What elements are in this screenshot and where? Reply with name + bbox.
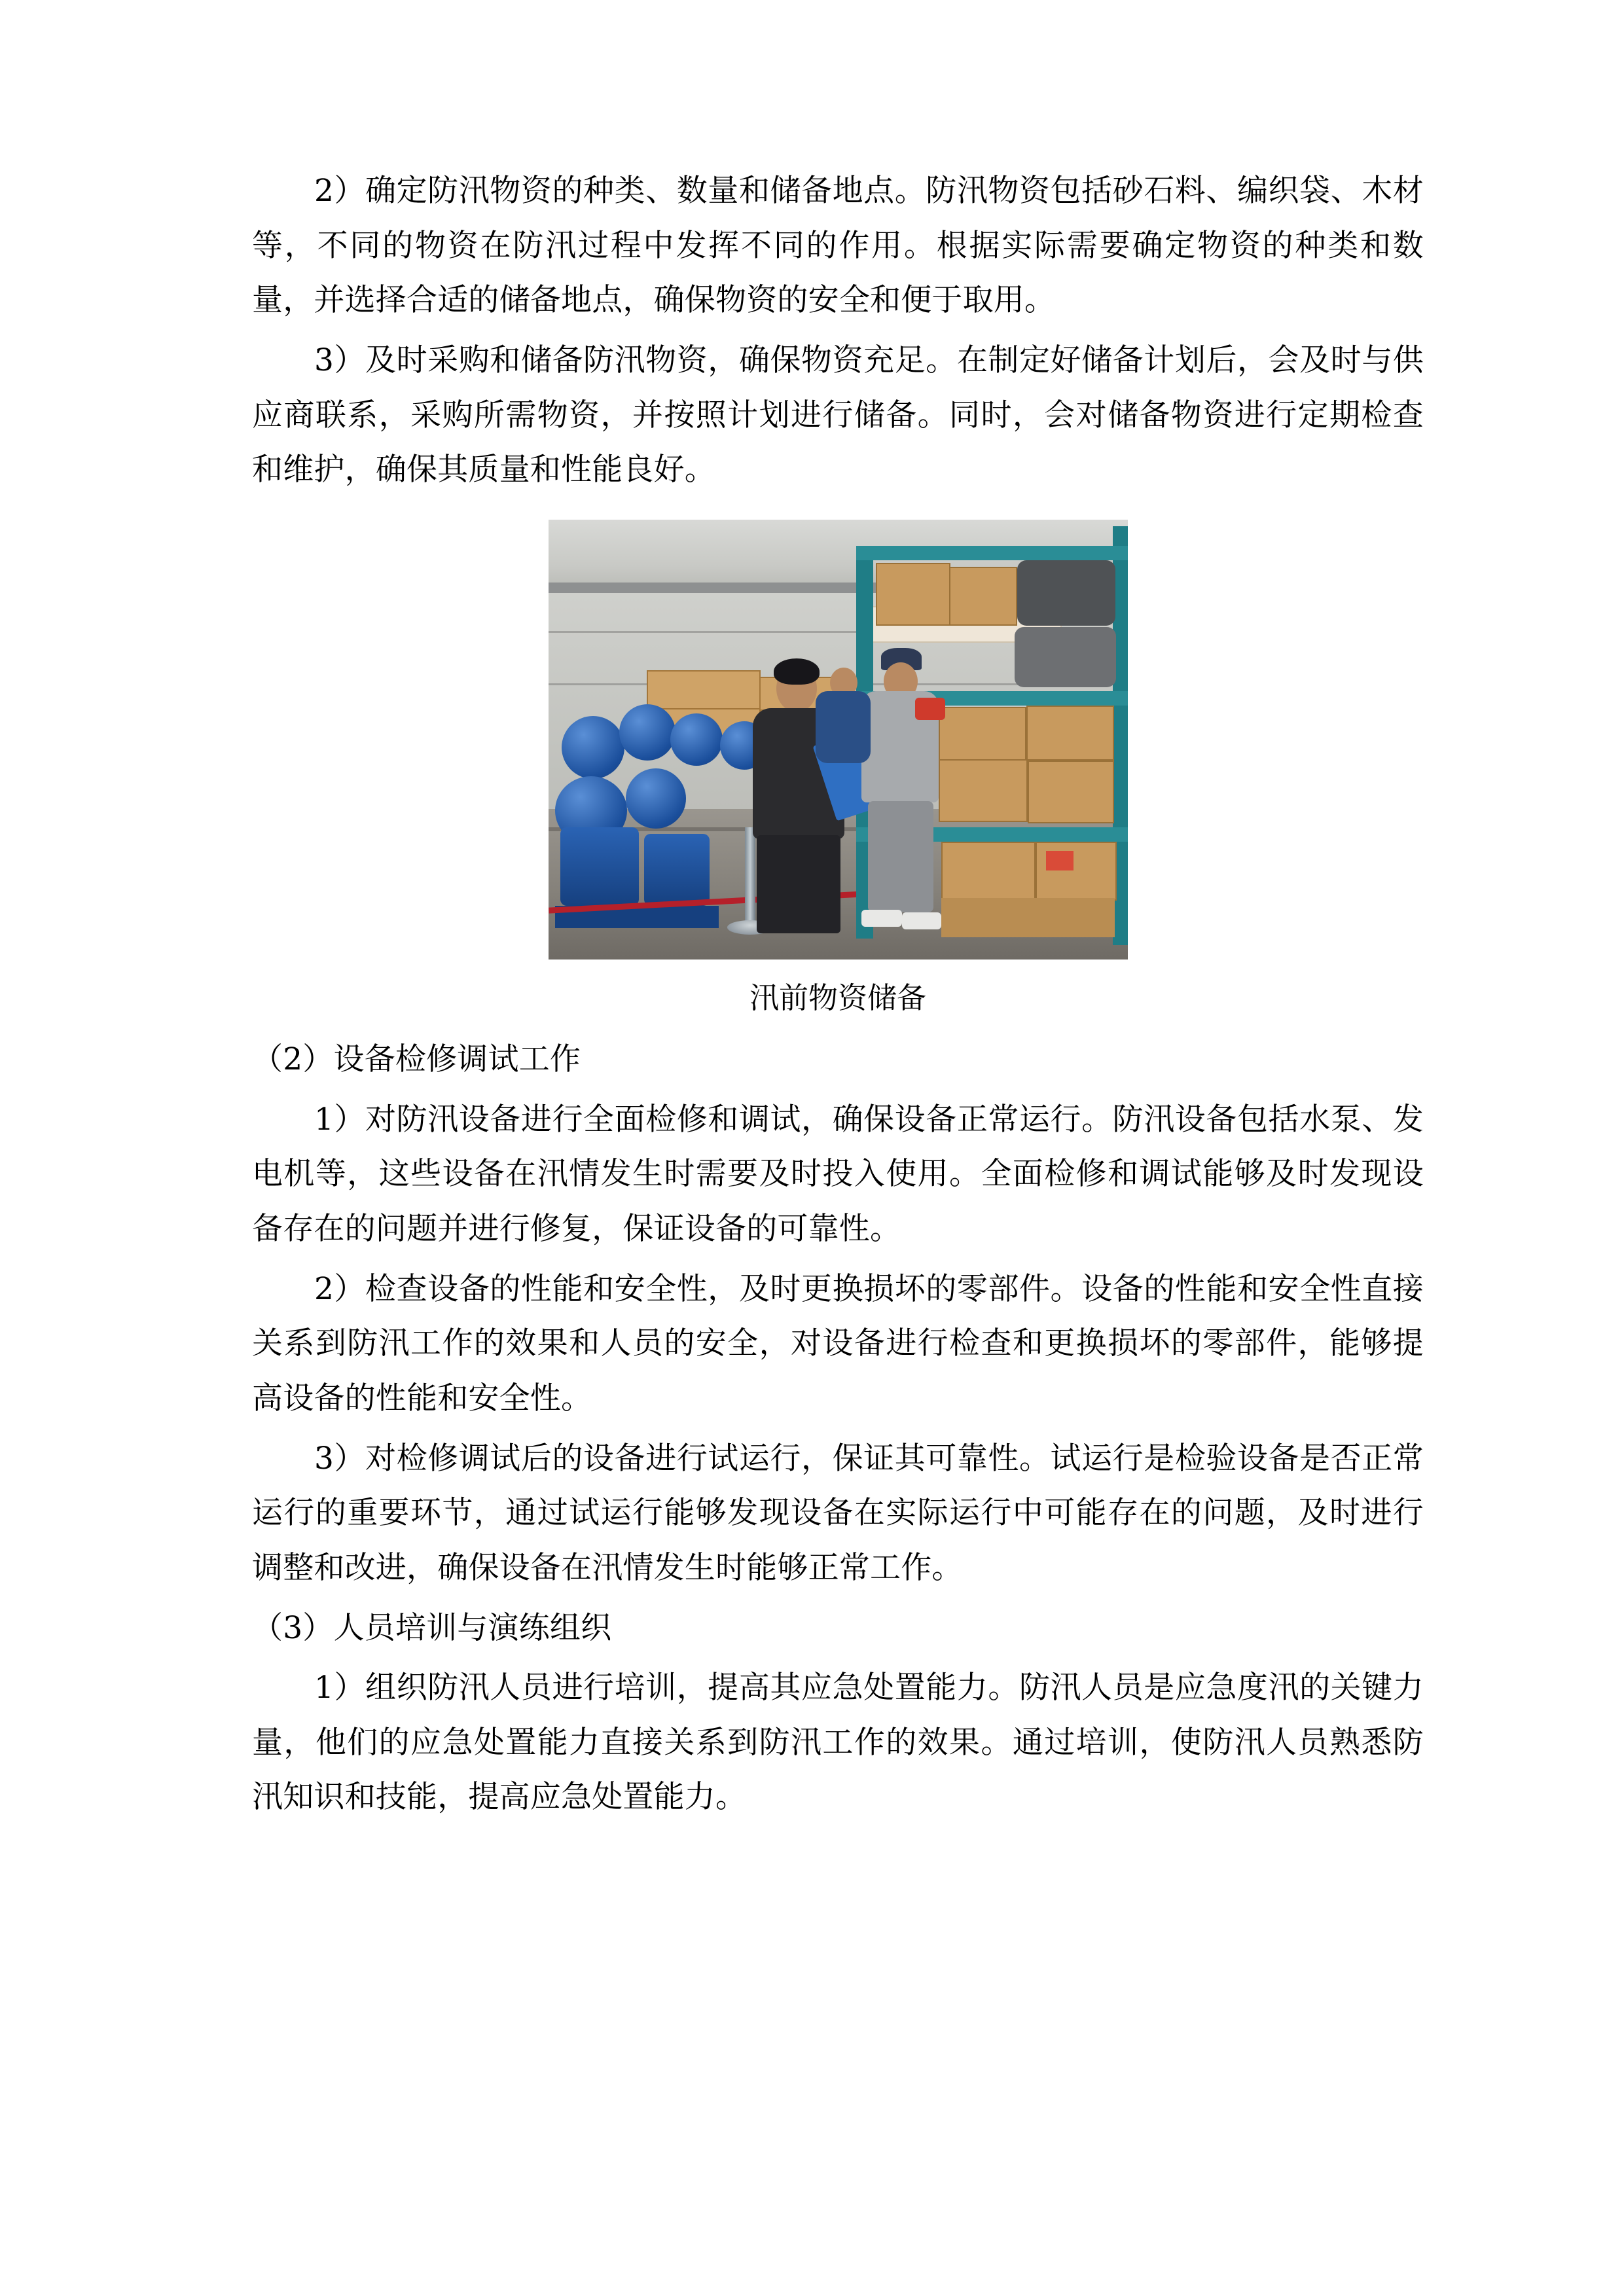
paragraph-2: 3）及时采购和储备防汛物资，确保物资充足。在制定好储备计划后，会及时与供应商联系，采购所需物资，并按照计划进行储备。同时，会对储备物资进行定期检查和维护，确保其质量和性能良好。 [252,342,1424,488]
photo-shelf-box-4 [1026,706,1114,761]
photo-rack-beam-top [856,546,1128,560]
document-body [252,164,1424,1825]
figure-flood-material-reserve [252,520,1424,1016]
photo-box-label-red [1046,851,1074,870]
section-2-paragraph-3: 3）对检修调试后的设备进行试运行，保证其可靠性。试运行是检验设备是否正常运行的重要环节，通过试运行能够发现设备在实际运行中可能存在的问题，及时进行调整和改进，确保设备在汛情发生时能够正常工作。 [252,1440,1424,1586]
figure-caption: 汛前物资储备 [749,980,926,1015]
photo-shelf-box-2 [949,567,1017,626]
photo-valve-1 [562,716,624,779]
photo-shelf-box-6 [1028,761,1114,823]
photo-person-b-shoe-left [861,910,902,927]
section-2-paragraph-1: 1）对防汛设备进行全面检修和调试，确保设备正常运行。防汛设备包括水泵、发电机等，这些设备在汛情发生时需要及时投入使用。全面检修和调试能够及时发现设备存在的问题并进行修复，保证设备的可靠性。 [252,1101,1424,1247]
photo-valve-body-1 [560,827,639,906]
photo-valve-6 [626,768,686,829]
photo-person-b-shoe-right [902,912,941,929]
photo-valve-2 [619,704,676,761]
section-3-paragraph-1: 1）组织防汛人员进行培训，提高其应急处置能力。防汛人员是应急度汛的关键力量，他们的应急处置能力直接关系到防汛工作的效果。通过培训，使防汛人员熟悉防汛知识和技能，提高应急处置能力。 [252,1670,1424,1816]
section-heading-2: （2）设备检修调试工作 [252,1041,581,1077]
photo-shelf-box-3 [939,707,1026,761]
photo-shelf-box-7 [941,842,1036,901]
photo-person-b-handheld-device [915,698,945,720]
photo-person-c-jacket [816,691,871,763]
photo-barrier-post [745,827,755,925]
figure-photo [549,520,1128,960]
photo-shelf-box-bottom-row [941,898,1115,937]
photo-shelf-box-5 [939,759,1028,822]
photo-bag-bundle-1 [1017,560,1115,626]
section-2-paragraph-2: 2）检查设备的性能和安全性，及时更换损坏的零部件。设备的性能和安全性直接关系到防汛工作的效果和人员的安全，对设备进行检查和更换损坏的零部件，能够提高设备的性能和安全性。 [252,1270,1424,1416]
photo-person-a-hair [774,658,820,685]
photo-bag-bundle-2 [1015,627,1116,687]
photo-valve-body-2 [644,834,710,906]
photo-carton-stack-1 [647,670,761,711]
paragraph-1: 2）确定防汛物资的种类、数量和储备地点。防汛物资包括砂石料、编织袋、木材等，不同的物资在防汛过程中发挥不同的作用。根据实际需要确定物资的种类和数量，并选择合适的储备地点，确保物资的安全和便于取用。 [252,173,1424,319]
photo-person-b-pants [868,801,933,912]
spacer-1 [252,1016,1424,1032]
section-heading-3: （3）人员培训与演练组织 [252,1609,612,1646]
photo-valve-3 [670,713,723,766]
photo-shelf-box-1 [876,563,950,626]
photo-person-a-trousers [757,835,840,933]
